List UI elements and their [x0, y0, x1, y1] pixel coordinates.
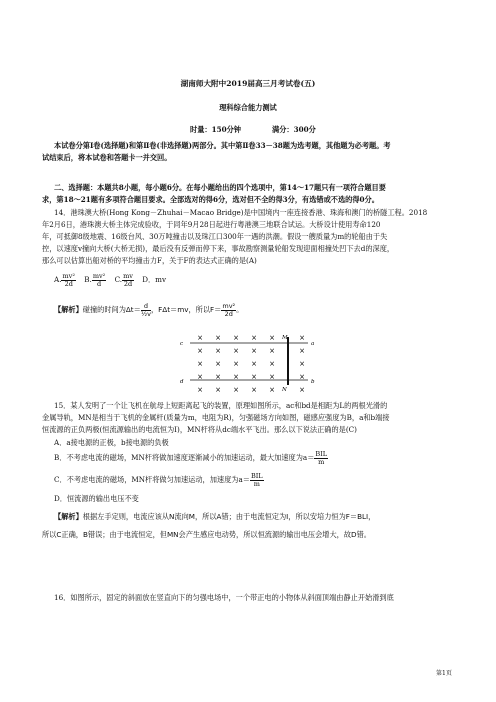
q15-line-3: 恒流源的正负两极(恒流源输出的电流恒为I)，MN杆将从dc端水平飞出。那么以下说法正确的是(C)	[42, 425, 357, 434]
rail-magnetic-field-figure	[170, 333, 320, 395]
q15-line-2: 金属导轨，MN是相当于飞机的金属杆(质量为m，电阻为R)，匀强磁场方向如图，磁感应强度为B，a和b端接	[42, 413, 390, 422]
field-cross-4-3: ×	[251, 386, 257, 394]
q14-option-a-label: A.	[54, 275, 62, 284]
field-cross-0-4: ×	[269, 334, 275, 342]
exam-title: 湖南师大附中2019届高三月考试卷(五)	[180, 79, 316, 88]
q14-option-c-denominator: 2d	[123, 279, 133, 288]
field-cross-1-2: ×	[233, 347, 239, 355]
q15-option-b-numerator: BIL	[315, 449, 328, 458]
q14-option-c-label: C.	[114, 275, 123, 284]
field-cross-3-4: ×	[269, 373, 275, 381]
q15-line-1: 15．某人发明了一个让飞机在航母上短距离起飞的装置，原理如图所示，ac和bd是相距为L的两根光滑的	[54, 401, 388, 410]
q14-analysis	[54, 301, 243, 319]
q15-option-c-numerator: BIL	[250, 471, 263, 480]
label-d: d	[180, 379, 184, 385]
q15-option-d: D．恒流源的输出电压不变	[54, 494, 139, 503]
q15-option-a: A．a接电源的正极，b接电源的负极	[54, 438, 169, 447]
q14-analysis-text-1: 碰撞的时间为Δt＝	[82, 305, 141, 314]
q15-option-b-denominator: m	[318, 457, 325, 466]
field-cross-1-1: ×	[215, 347, 221, 355]
q15-option-c-text: C．不考虑电流的磁场，MN杆将做匀加速运动，加速度为a＝	[54, 475, 250, 484]
full-score: 满分：300分	[272, 125, 316, 134]
q14-analysis-fraction-2-numerator: mv²	[222, 301, 236, 310]
field-cross-3-2: ×	[233, 373, 239, 381]
q14-analysis-fraction-2	[221, 303, 236, 318]
field-cross-4-4: ×	[269, 386, 275, 394]
field-cross-0-2: ×	[233, 334, 239, 342]
q14-analysis-fraction-1	[141, 303, 151, 318]
q14-options	[54, 272, 166, 288]
field-cross-4-5: ×	[299, 386, 305, 394]
exam-subtitle: 理科综合能力测试	[219, 103, 277, 112]
q14-analysis-text-2: ，FΔt＝mv，所以F＝	[150, 305, 222, 314]
q14-line-1: 14．港珠澳大桥(Hong Kong－Zhuhai－Macao Bridge)是中国境内一座连接香港、珠海和澳门的桥隧工程。2018	[54, 208, 428, 217]
q14-line-2: 年2月6日，港珠澳大桥主体完成验收，于同年9月28日起进行粤港澳三地联合试运。大桥设计使用寿命120	[42, 220, 381, 229]
q14-option-c-numerator: mv	[123, 271, 133, 280]
q15-option-c	[54, 471, 264, 489]
q15-option-c-denominator: m	[253, 479, 260, 488]
section-heading-line-1: 二、选择题：本题共8小题，每小题6分。在每小题给出的四个选项中，第14～17题只有一项符合题目要	[54, 183, 386, 192]
q15-option-c-fraction	[250, 473, 264, 488]
q14-option-a-fraction	[61, 273, 75, 288]
q14-analysis-text-3: 。	[236, 305, 244, 314]
field-cross-0-1: ×	[215, 334, 221, 342]
field-cross-1-5: ×	[299, 347, 305, 355]
q14-option-d: D．mv	[142, 275, 167, 284]
field-cross-2-2: ×	[233, 360, 239, 368]
field-cross-0-5: ×	[299, 334, 305, 342]
q15-option-b-text: B．不考虑电流的磁场，MN杆将做加速度逐渐减小的加速运动，最大加速度为a＝	[54, 453, 315, 462]
field-cross-3-3: ×	[251, 373, 257, 381]
field-cross-3-0: ×	[197, 373, 203, 381]
page-number: 第1页	[436, 670, 452, 677]
label-c: c	[180, 341, 184, 347]
field-cross-4-1: ×	[215, 386, 221, 394]
q14-option-b-denominator: d	[96, 279, 102, 288]
q15-analysis-text-1: 根据左手定则，电流应该从N流向M，所以A错；由于电流恒定为I，所以安培力恒为F＝BLI，	[82, 512, 376, 521]
field-cross-0-3: ×	[251, 334, 257, 342]
field-cross-1-4: ×	[269, 347, 275, 355]
q14-line-5: 那么可以估算出船对桥的平均撞击力F，关于F的表达式正确的是(A)	[42, 256, 257, 265]
q14-option-c-fraction	[122, 273, 134, 288]
q15-analysis-label: 【解析】	[54, 512, 83, 521]
field-cross-2-3: ×	[251, 360, 257, 368]
field-cross-2-4: ×	[269, 360, 275, 368]
q14-option-a-numerator: mv²	[62, 271, 75, 280]
label-m: M	[282, 335, 288, 341]
q14-option-b-fraction	[92, 273, 106, 288]
q14-line-4: 控，以速度v撞向大桥(大桥无损)，最后没有反弹而停下来，事故勘察测量轮船发现迎面相撞处凹下去d的深度，	[42, 244, 395, 253]
q14-analysis-fraction-2-denominator: 2d	[224, 309, 233, 318]
q14-line-3: 年，可抵御8级地震、16级台风、30万吨撞击以及珠江口300年一遇的洪潮。假设一艘质量为m的轮船由于失	[42, 232, 388, 241]
field-cross-1-3: ×	[251, 347, 257, 355]
q14-option-b-label: B.	[84, 275, 92, 284]
section-heading-line-2: 求，第18～21题有多项符合题目要求。全部选对的得6分，选对但不全的得3分，有选错或不选的得0分。	[42, 195, 379, 204]
q15-option-b	[54, 449, 328, 467]
field-cross-3-1: ×	[215, 373, 221, 381]
q14-analysis-fraction-1-numerator: d	[141, 303, 151, 311]
field-cross-0-0: ×	[197, 334, 203, 342]
field-cross-1-0: ×	[197, 347, 203, 355]
field-cross-2-0: ×	[197, 360, 203, 368]
field-cross-3-5: ×	[299, 373, 305, 381]
q14-option-a-denominator: 2d	[64, 279, 73, 288]
label-n: N	[282, 387, 287, 393]
field-cross-2-1: ×	[215, 360, 221, 368]
q15-option-b-fraction	[314, 451, 328, 466]
intro-line-1: 本试卷分第Ⅰ卷(选择题)和第Ⅱ卷(非选择题)两部分。其中第Ⅱ卷33－38题为选考题，其他题为必考题。考	[54, 141, 391, 150]
field-cross-2-5: ×	[299, 360, 305, 368]
q15-analysis-line-1	[54, 512, 375, 521]
label-b: b	[311, 379, 315, 385]
q15-analysis-line-2: 所以C正确，B错误；由于电流恒定，但MN会产生感应电动势，所以恒流源的输出电压会增大，故D错。	[42, 530, 371, 539]
field-cross-4-2: ×	[233, 386, 239, 394]
label-a: a	[311, 341, 315, 347]
q14-analysis-label: 【解析】	[54, 305, 83, 314]
intro-line-2: 试结束后，将本试卷和答题卡一并交回。	[42, 153, 172, 162]
q14-analysis-fraction-1-denominator: ½v	[140, 309, 151, 318]
time-limit: 时量：150分钟	[190, 125, 241, 134]
q14-option-b-numerator: mv²	[92, 271, 106, 280]
q16-line-1: 16．如图所示，固定的斜面放在竖直向下的匀强电场中，一个带正电的小物体从斜面顶端由静止开始滑到底	[54, 593, 394, 602]
field-cross-4-0: ×	[197, 386, 203, 394]
